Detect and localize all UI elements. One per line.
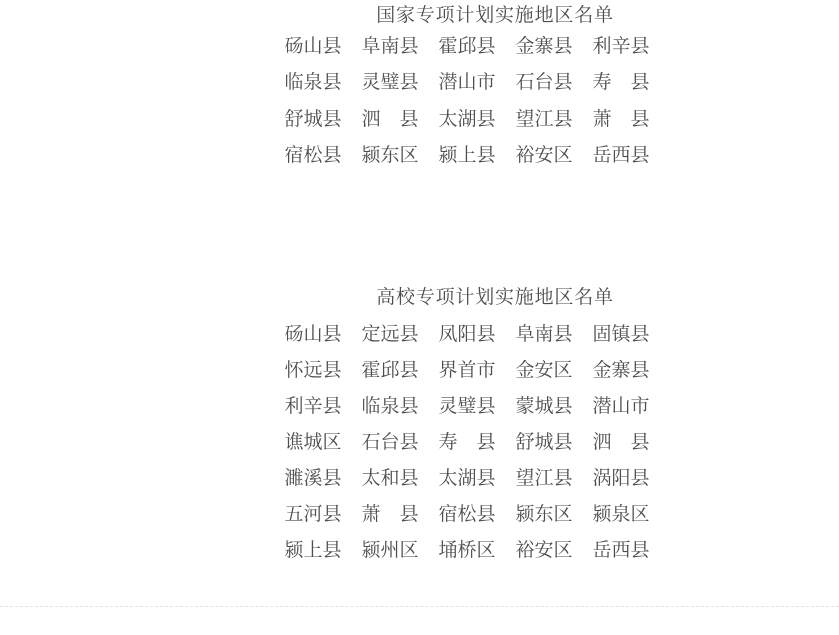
county-name: 太湖县: [438, 109, 496, 130]
section-title: 高校专项计划实施地区名单: [376, 287, 614, 308]
county-name: 金安区: [515, 360, 573, 381]
county-name: 砀山县: [284, 36, 342, 57]
county-name: 金寨县: [592, 360, 650, 381]
county-name: 颍上县: [438, 145, 496, 166]
county-name: 蒙城县: [515, 396, 573, 417]
county-name: 裕安区: [515, 540, 573, 561]
county-name: 定远县: [361, 324, 419, 345]
county-name: 颍泉区: [592, 504, 650, 525]
county-name: 颍上县: [284, 540, 342, 561]
county-name: 宿松县: [284, 145, 342, 166]
county-name: 灵璧县: [361, 72, 419, 93]
county-name: 阜南县: [361, 36, 419, 57]
county-name: 阜南县: [515, 324, 573, 345]
county-name: 岳西县: [592, 540, 650, 561]
county-name: 霍邱县: [361, 360, 419, 381]
county-name: 泗 县: [361, 109, 419, 130]
county-row: [167, 361, 767, 381]
county-name: 望江县: [515, 468, 573, 489]
county-name: 利辛县: [592, 36, 650, 57]
county-name: 临泉县: [361, 396, 419, 417]
county-name: 舒城县: [284, 109, 342, 130]
county-name: 固镇县: [592, 324, 650, 345]
county-name: 望江县: [515, 109, 573, 130]
county-row: [167, 325, 767, 345]
county-name: 凤阳县: [438, 324, 496, 345]
county-name: 金寨县: [515, 36, 573, 57]
county-row: [167, 541, 767, 561]
county-row: [167, 433, 767, 453]
county-name: 五河县: [284, 504, 342, 525]
county-row: [167, 505, 767, 525]
section-title: 国家专项计划实施地区名单: [376, 5, 614, 26]
county-name: 石台县: [515, 72, 573, 93]
county-name: 涡阳县: [592, 468, 650, 489]
county-name: 谯城区: [284, 432, 342, 453]
county-name: 潜山市: [438, 72, 496, 93]
county-name: 怀远县: [284, 360, 342, 381]
county-row: [167, 73, 767, 93]
county-name: 潜山市: [592, 396, 650, 417]
county-name: 灵璧县: [438, 396, 496, 417]
county-name: 颍东区: [361, 145, 419, 166]
county-name: 舒城县: [515, 432, 573, 453]
county-name: 界首市: [438, 360, 496, 381]
county-name: 颍东区: [515, 504, 573, 525]
county-name: 寿 县: [438, 432, 496, 453]
county-row: [167, 37, 767, 57]
county-name: 宿松县: [438, 504, 496, 525]
dashed-divider: [0, 606, 839, 607]
county-name: 石台县: [361, 432, 419, 453]
county-row: [167, 110, 767, 130]
county-name: 濉溪县: [284, 468, 342, 489]
county-name: 临泉县: [284, 72, 342, 93]
county-name: 霍邱县: [438, 36, 496, 57]
county-name: 泗 县: [592, 432, 650, 453]
county-name: 利辛县: [284, 396, 342, 417]
county-row: [167, 146, 767, 166]
county-name: 萧 县: [361, 504, 419, 525]
county-name: 砀山县: [284, 324, 342, 345]
county-row: [167, 397, 767, 417]
county-name: 岳西县: [592, 145, 650, 166]
county-name: 埇桥区: [438, 540, 496, 561]
county-row: [167, 469, 767, 489]
county-name: 裕安区: [515, 145, 573, 166]
county-name: 太湖县: [438, 468, 496, 489]
county-name: 萧 县: [592, 109, 650, 130]
county-name: 寿 县: [592, 72, 650, 93]
county-name: 太和县: [361, 468, 419, 489]
county-name: 颍州区: [361, 540, 419, 561]
